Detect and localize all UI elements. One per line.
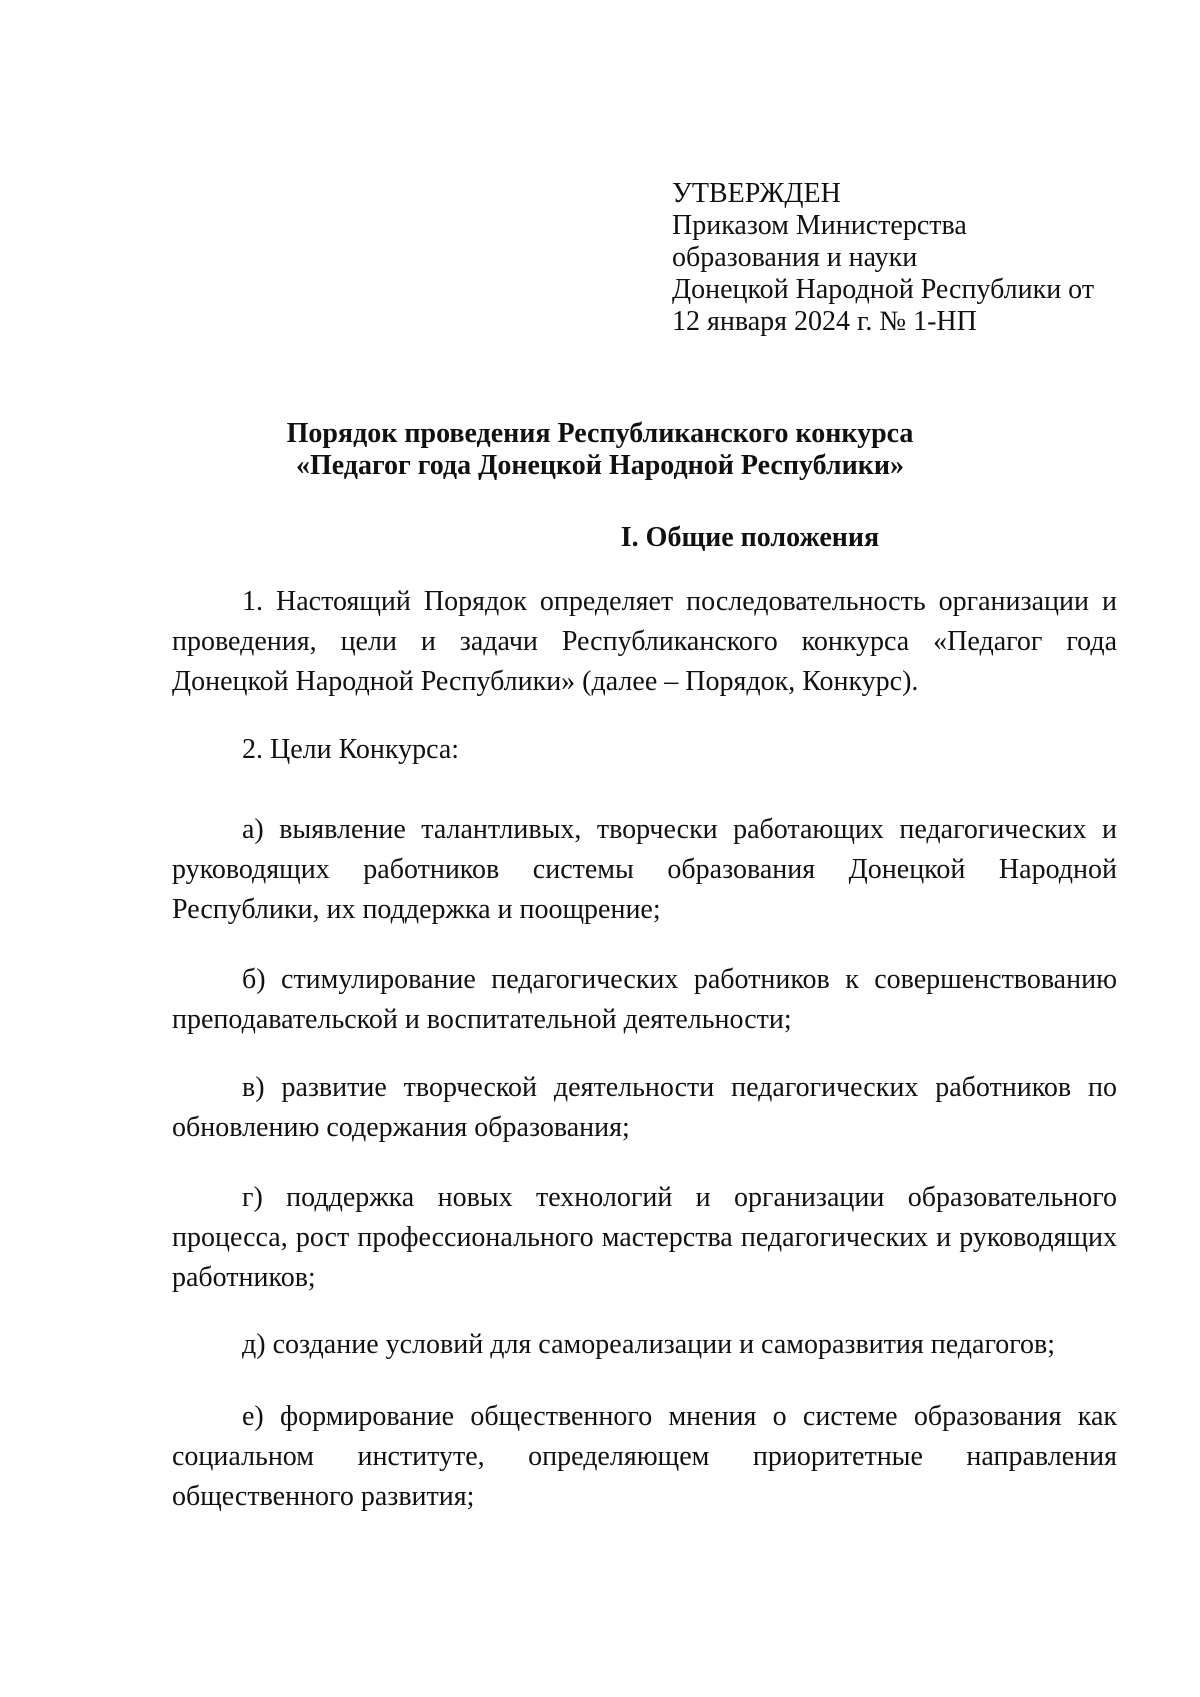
document-title-line: «Педагог года Донецкой Народной Республики» <box>295 450 905 481</box>
approval-line: Приказом Министерства <box>672 210 967 241</box>
document-title-line: Порядок проведения Республиканского конкурса <box>286 418 914 449</box>
approval-stamp-block <box>672 178 1094 338</box>
paragraph-item-e: е) формирование общественного мнения о системе образования как социальном институте, определяющем приоритетные направления общественного развития; <box>172 1401 1117 1512</box>
paragraph-item-v: в) развитие творческой деятельности педагогических работников по обновлению содержания образования; <box>172 1072 1117 1143</box>
approval-line: 12 января 2024 г. № 1-НП <box>672 306 977 337</box>
approval-line: образования и науки <box>672 242 918 273</box>
document-title <box>0 418 1200 482</box>
approval-line: УТВЕРЖДЕН <box>672 178 841 209</box>
section-heading: I. Общие положения <box>620 522 880 553</box>
approval-line: Донецкой Народной Республики от <box>672 274 1095 305</box>
paragraph-1: 1. Настоящий Порядок определяет последовательность организации и проведения, цели и задачи Республиканского конкурса «Педагог года Донецкой Народной Республики» (далее – Порядок, Конкурс). <box>172 586 1117 697</box>
paragraph-item-d: д) создание условий для самореализации и саморазвития педагогов; <box>242 1329 1056 1360</box>
paragraph-item-g: г) поддержка новых технологий и организации образовательного процесса, рост профессионального мастерства педагогических и руководящих работников; <box>172 1182 1117 1293</box>
paragraph-item-b: б) стимулирование педагогических работников к совершенствованию преподавательской и воспитательной деятельности; <box>172 964 1117 1035</box>
paragraph-2: 2. Цели Конкурса: <box>242 734 460 765</box>
paragraph-item-a: а) выявление талантливых, творчески работающих педагогических и руководящих работников системы образования Донецкой Народной Республики, их поддержка и поощрение; <box>172 814 1117 925</box>
